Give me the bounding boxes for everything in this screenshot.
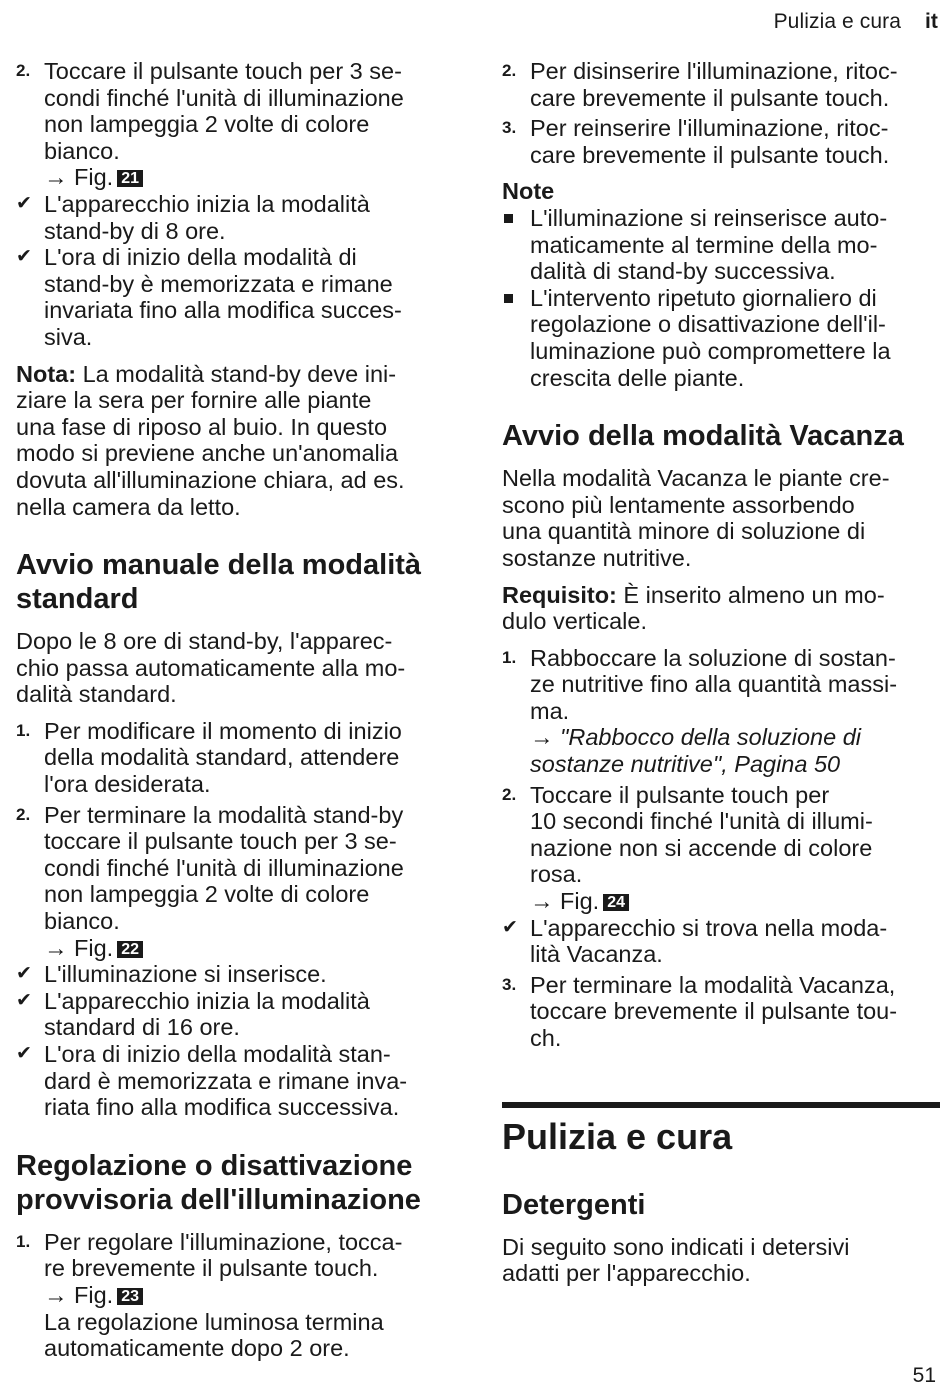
section-heading-detergents: Detergenti: [502, 1188, 646, 1221]
text-line: ch.: [530, 1025, 562, 1051]
step-number: 1.: [16, 1231, 31, 1251]
text-line: Dopo le 8 ore di stand-by, l'apparec-: [16, 628, 393, 655]
text-line: Di seguito sono indicati i detersivi: [502, 1233, 850, 1260]
nota-label: Nota:: [16, 360, 77, 387]
square-bullet-icon: [504, 214, 513, 223]
text-line: dalità di stand-by successiva.: [530, 258, 836, 285]
text-line: luminazione può compromettere la: [530, 337, 891, 364]
result-item: [16, 1041, 456, 1121]
right-column: [502, 58, 940, 1287]
text-line: invariata fino alla modifica succes-: [44, 297, 402, 324]
section-heading-regulation: [16, 1149, 456, 1217]
text-line: dovuta all'illuminazione chiara, ad es.: [16, 466, 405, 493]
text-line: chio passa automaticamente alla mo-: [16, 654, 406, 681]
vacation-intro: [502, 465, 940, 571]
step-item: [502, 782, 940, 915]
text-line: L'intervento ripetuto giornaliero di: [530, 284, 877, 311]
figure-ref-prefix: → Fig.: [44, 164, 114, 191]
text-line: bianco.: [44, 908, 120, 935]
text-line: condi finché l'unità di illuminazione: [44, 854, 404, 881]
text-line: nazione non si accende di colore: [530, 834, 873, 861]
text-line: non lampeggia 2 volte di colore: [44, 111, 370, 138]
heading-line: Avvio manuale della modalità: [16, 549, 422, 582]
text-line: 10 secondi finché l'unità di illumi-: [530, 808, 873, 835]
section-heading-vacation: Avvio della modalità Vacanza: [502, 420, 904, 453]
text-line: care brevemente il pulsante touch.: [530, 141, 890, 168]
requirement-label: Requisito:: [502, 581, 617, 608]
step-item: [16, 802, 456, 962]
section-heading-manual-standard: [16, 548, 456, 616]
note-item: [502, 205, 940, 285]
text-line: crescita delle piante.: [530, 364, 745, 391]
text-line: condi finché l'unità di illuminazione: [44, 84, 404, 111]
text-line: "Rabbocco della soluzione di: [553, 724, 862, 751]
checkmark-icon: ✔: [16, 989, 32, 1011]
checkmark-icon: ✔: [502, 916, 518, 938]
text-line: Toccare il pulsante touch per: [530, 781, 830, 808]
page-number: 51: [912, 1364, 936, 1387]
result-item: [16, 961, 456, 988]
step-number: 3.: [502, 974, 517, 994]
text-line: Per terminare la modalità Vacanza,: [530, 971, 896, 998]
figure-reference: [44, 164, 456, 191]
text-line: toccare il pulsante touch per 3 se-: [44, 828, 397, 855]
figure-ref-prefix: → Fig.: [44, 934, 114, 961]
text-line: L'ora di inizio della modalità di: [44, 244, 357, 271]
square-bullet-icon: [504, 294, 513, 303]
text-line: toccare brevemente il pulsante tou-: [530, 998, 898, 1025]
text-line: L'apparecchio inizia la modalità: [44, 190, 370, 217]
result-item: [502, 915, 940, 968]
header-language: it: [924, 10, 938, 33]
page-cross-reference[interactable]: [530, 724, 940, 777]
step-item: [502, 972, 940, 1052]
checkmark-icon: ✔: [16, 192, 32, 214]
figure-badge: 21: [117, 170, 143, 187]
text-line: standard di 16 ore.: [44, 1014, 240, 1041]
text-line: Per disinserire l'illuminazione, ritoc-: [530, 58, 898, 84]
heading-line: provvisoria dell'illuminazione: [16, 1183, 421, 1216]
checkmark-icon: ✔: [16, 246, 32, 268]
step-item: [16, 58, 456, 191]
text-line: sostanze nutritive.: [502, 544, 692, 571]
text-line: nella camera da letto.: [16, 493, 241, 520]
step-item: [16, 718, 456, 798]
requirement-paragraph: [502, 582, 940, 635]
note-heading: Note: [502, 178, 555, 205]
text-line: ze nutritive fino alla quantità massi-: [530, 671, 898, 698]
step-number: 2.: [16, 804, 31, 824]
text-line: ziare la sera per fornire alle piante: [16, 387, 372, 414]
text-line: rosa.: [530, 861, 583, 888]
text-line: modo si previene anche un'anomalia: [16, 440, 399, 467]
text-line: re brevemente il pulsante touch.: [44, 1255, 379, 1282]
figure-ref-prefix: → Fig.: [530, 888, 600, 915]
text-line: stand-by è memorizzata e rimane: [44, 270, 393, 297]
text-line: Per modificare il momento di inizio: [44, 717, 402, 744]
result-item: [16, 191, 456, 244]
result-item: [16, 988, 456, 1041]
text-line: Nella modalità Vacanza le piante cre-: [502, 465, 890, 492]
text-line: dulo verticale.: [502, 608, 647, 635]
figure-reference: [44, 935, 456, 962]
text-line: dalità standard.: [16, 681, 177, 708]
text-line: care brevemente il pulsante touch.: [530, 84, 890, 111]
text-line: L'illuminazione si reinserisce auto-: [530, 204, 888, 231]
figure-ref-prefix: → Fig.: [44, 1281, 114, 1308]
step-item: [502, 645, 940, 778]
step-number: 1.: [16, 720, 31, 740]
text-line: una quantità minore di soluzione di: [502, 518, 866, 545]
result-item: [16, 244, 456, 350]
text-line: siva.: [44, 323, 93, 350]
text-line: La regolazione luminosa termina: [44, 1308, 384, 1335]
text-line: lità Vacanza.: [530, 941, 663, 968]
text-line: L'apparecchio inizia la modalità: [44, 987, 370, 1014]
text-line: Rabboccare la soluzione di sostan-: [530, 644, 896, 671]
figure-reference: [530, 888, 940, 915]
text-line: Per reinserire l'illuminazione, ritoc-: [530, 115, 889, 142]
step-item: [502, 115, 940, 168]
text-line: bianco.: [44, 137, 120, 164]
step-item: [16, 1229, 456, 1362]
step-number: 3.: [502, 118, 517, 138]
figure-badge: 23: [117, 1288, 143, 1305]
text-line: scono più lentamente assorbendo: [502, 491, 855, 518]
figure-reference: [44, 1282, 456, 1309]
text-line: adatti per l'apparecchio.: [502, 1260, 751, 1287]
text-line: È inserito almeno un mo-: [616, 581, 885, 608]
text-line: L'ora di inizio della modalità stan-: [44, 1041, 391, 1067]
intro-paragraph: [16, 628, 456, 708]
text-line: regolazione o disattivazione dell'il-: [530, 311, 886, 338]
text-line: Per terminare la modalità stand-by: [44, 801, 404, 828]
step-number: 2.: [502, 61, 517, 80]
figure-badge: 24: [603, 894, 629, 911]
step-number: 2.: [16, 61, 31, 80]
text-line: dard è memorizzata e rimane inva-: [44, 1067, 408, 1094]
heading-line: standard: [16, 583, 139, 616]
text-line: l'ora desiderata.: [44, 771, 211, 798]
header-section: Pulizia e cura: [773, 10, 902, 33]
text-line: ma.: [530, 697, 570, 724]
heading-line: Regolazione o disattivazione: [16, 1149, 413, 1182]
text-line: stand-by di 8 ore.: [44, 217, 226, 244]
figure-badge: 22: [117, 941, 143, 958]
text-line: maticamente al termine della mo-: [530, 231, 878, 258]
text-line: riata fino alla modifica successiva.: [44, 1094, 400, 1121]
text-line: L'apparecchio si trova nella moda-: [530, 914, 888, 941]
text-line: automaticamente dopo 2 ore.: [44, 1335, 350, 1362]
step-number: 1.: [502, 647, 517, 667]
detergents-paragraph: [502, 1234, 940, 1287]
arrow-icon: →: [530, 724, 554, 751]
chapter-title: Pulizia e cura: [502, 1115, 733, 1157]
nota-paragraph: [16, 361, 456, 521]
text-line: La modalità stand-by deve ini-: [76, 360, 397, 387]
left-column: [16, 58, 456, 1362]
text-line: Toccare il pulsante touch per 3 se-: [44, 58, 402, 84]
chapter-divider: [502, 1102, 940, 1108]
text-line: non lampeggia 2 volte di colore: [44, 881, 370, 908]
text-line: L'illuminazione si inserisce.: [44, 961, 327, 988]
checkmark-icon: ✔: [16, 963, 32, 985]
text-line: Per regolare l'illuminazione, tocca-: [44, 1228, 403, 1255]
text-line: una fase di riposo al buio. In questo: [16, 413, 388, 440]
text-line: della modalità standard, attendere: [44, 744, 400, 771]
step-item: [502, 58, 940, 111]
step-number: 2.: [502, 784, 517, 804]
running-header: [774, 10, 938, 34]
checkmark-icon: ✔: [16, 1043, 32, 1064]
note-item: [502, 285, 940, 391]
text-line: sostanze nutritive", Pagina 50: [530, 751, 841, 778]
